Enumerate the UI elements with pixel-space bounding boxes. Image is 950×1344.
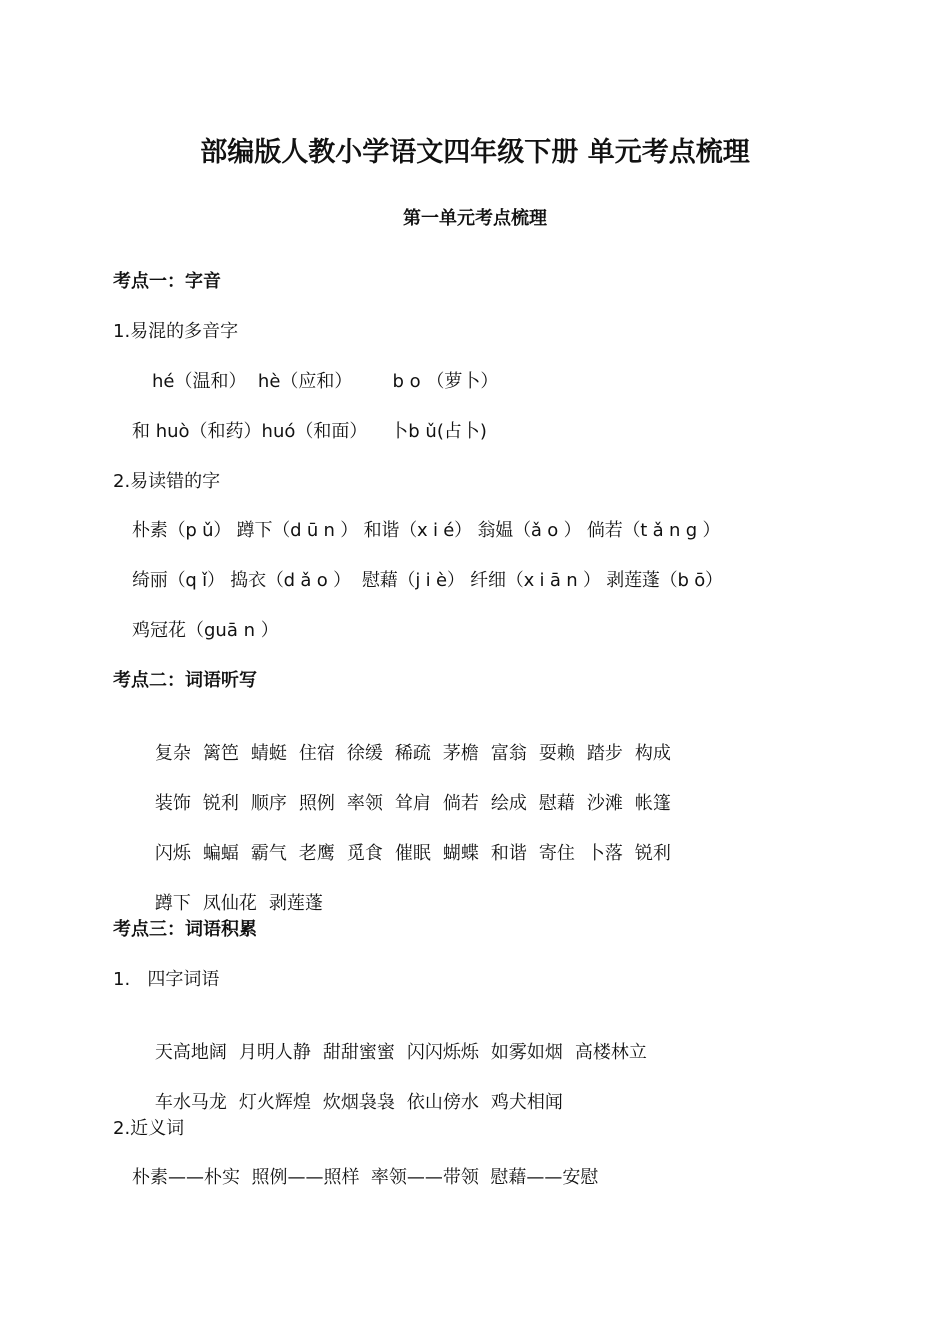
- word: 蝴蝶: [442, 843, 479, 864]
- section-heading-pronunciation: 考点一：字音: [113, 271, 221, 292]
- word: 老鹰: [298, 843, 335, 864]
- word: 踏步: [586, 743, 623, 764]
- idiom: 如雾如烟: [490, 1042, 563, 1063]
- unit-title: 第一单元考点梳理: [403, 208, 547, 229]
- document-title: 部编版人教小学语文四年级下册 单元考点梳理: [200, 137, 750, 168]
- polyphonic-line-1: hé（温和） hè（应和） b o （萝卜）: [152, 371, 499, 392]
- word: 凤仙花: [202, 893, 257, 914]
- misread-line-2: 绮丽（q ǐ） 捣衣（d ǎ o ） 慰藉（j i è） 纤细（x i ā n ） 剥莲蓬（b ō）: [132, 570, 723, 591]
- idiom: 高楼林立: [574, 1042, 647, 1063]
- subheading-synonyms: 2.近义词: [113, 1118, 185, 1139]
- word: 顺序: [250, 793, 287, 814]
- word: 照例: [298, 793, 335, 814]
- word: 催眠: [394, 843, 431, 864]
- idiom: 天高地阔: [154, 1042, 227, 1063]
- idiom: 炊烟袅袅: [322, 1092, 395, 1113]
- misread-line-3: 鸡冠花（guā n ）: [132, 620, 279, 641]
- word: 构成: [634, 743, 671, 764]
- word: 倘若: [442, 793, 479, 814]
- word: 蜻蜓: [250, 743, 287, 764]
- idiom: 闪闪烁烁: [406, 1042, 479, 1063]
- word: 装饰: [154, 793, 191, 814]
- word: 复杂: [154, 743, 191, 764]
- word: 茅檐: [442, 743, 479, 764]
- word: 住宿: [298, 743, 335, 764]
- section-heading-vocabulary: 考点三：词语积累: [113, 919, 257, 940]
- word: 剥莲蓬: [268, 893, 323, 914]
- word: 慰藉: [538, 793, 575, 814]
- four-char-row-2: [132, 1067, 575, 1139]
- misread-line-1: 朴素（p ǔ） 蹲下（d ū n ） 和谐（x i é） 翁媪（ǎ o ） 倘若（t ǎ n g ）: [132, 520, 721, 541]
- word: 觅食: [346, 843, 383, 864]
- section-heading-dictation: 考点二：词语听写: [113, 670, 257, 691]
- subheading-misread: 2.易读错的字: [113, 471, 221, 492]
- word: 绘成: [490, 793, 527, 814]
- word: 沙滩: [586, 793, 623, 814]
- word: 帐篷: [634, 793, 671, 814]
- word: 和谐: [490, 843, 527, 864]
- idiom: 车水马龙: [154, 1092, 227, 1113]
- word: 稀疏: [394, 743, 431, 764]
- word: 蹲下: [154, 893, 191, 914]
- idiom: 月明人静: [238, 1042, 311, 1063]
- idiom: 灯火辉煌: [238, 1092, 311, 1113]
- polyphonic-line-2: 和 huò（和药）huó（和面） 卜b ǔ(占卜): [132, 421, 487, 442]
- idiom: 依山傍水: [406, 1092, 479, 1113]
- subheading-four-char: 1. 四字词语: [113, 969, 220, 990]
- word: 霸气: [250, 843, 287, 864]
- word: 卜落: [586, 843, 623, 864]
- word: 闪烁: [154, 843, 191, 864]
- word: 锐利: [202, 793, 239, 814]
- word: 寄住: [538, 843, 575, 864]
- word: 耸肩: [394, 793, 431, 814]
- word: 锐利: [634, 843, 671, 864]
- word: 蝙蝠: [202, 843, 239, 864]
- word: 率领: [346, 793, 383, 814]
- idiom: 甜甜蜜蜜: [322, 1042, 395, 1063]
- word: 富翁: [490, 743, 527, 764]
- synonyms-line: 朴素——朴实 照例——照样 率领——带领 慰藉——安慰: [132, 1167, 599, 1188]
- subheading-polyphonic: 1.易混的多音字: [113, 321, 239, 342]
- word: 篱笆: [202, 743, 239, 764]
- word: 耍赖: [538, 743, 575, 764]
- word: 徐缓: [346, 743, 383, 764]
- idiom: 鸡犬相闻: [490, 1092, 563, 1113]
